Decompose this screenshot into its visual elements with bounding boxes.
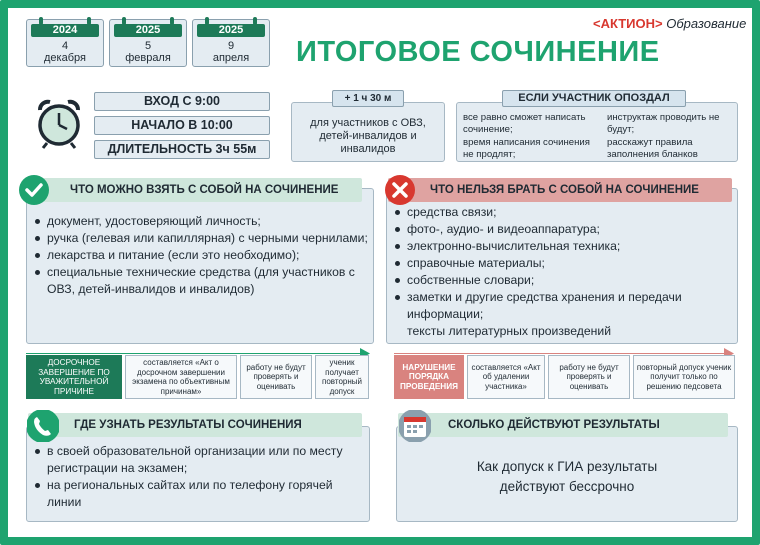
date-month: февраля xyxy=(125,52,171,64)
extra-time-box xyxy=(291,102,445,162)
forbidden-head: ЧТО НЕЛЬЗЯ БРАТЬ С СОБОЙ НА СОЧИНЕНИЕ xyxy=(388,178,732,202)
list-item: справочные материалы; xyxy=(393,255,735,272)
list-item: лекарства и питание (если это необходимо); xyxy=(33,247,369,264)
flow-step: НАРУШЕНИЕ ПОРЯДКА ПРОВЕДЕНИЯ xyxy=(394,355,464,399)
forbidden-list xyxy=(393,204,735,340)
late-note: время написания сочинения не продлят; xyxy=(463,137,590,160)
date-card-1 xyxy=(26,19,104,67)
list-item: электронно-вычислительная техника; xyxy=(393,238,735,255)
date-year: 2025 xyxy=(114,24,182,37)
allowed-panel xyxy=(26,188,374,344)
date-card-2 xyxy=(109,19,187,67)
alarm-clock-icon xyxy=(32,96,86,150)
list-item: тексты литературных произведений xyxy=(407,324,612,338)
date-year: 2024 xyxy=(31,24,99,37)
results-head: ГДЕ УЗНАТЬ РЕЗУЛЬТАТЫ СОЧИНЕНИЯ xyxy=(28,413,362,437)
entry-time: ВХОД С 9:00 xyxy=(94,92,270,111)
date-month: декабря xyxy=(44,52,86,64)
late-note: расскажут правила заполнения бланков xyxy=(607,137,698,160)
late-note: инструктаж проводить не будут; xyxy=(607,112,720,135)
list-item: ручка (гелевая или капиллярная) с черными чернилами; xyxy=(33,230,369,247)
date-day: 4 xyxy=(61,40,69,52)
duration: ДЛИТЕЛЬНОСТЬ 3ч 55м xyxy=(94,140,270,159)
flow-step: составляется «Акт об удалении участника» xyxy=(467,355,545,399)
results-panel xyxy=(26,426,370,522)
date-month: апреля xyxy=(212,52,250,64)
validity-line: Как допуск к ГИА результаты xyxy=(476,459,658,474)
date-card-3 xyxy=(192,19,270,67)
date-day: 9 xyxy=(227,40,235,52)
flow-step: ученик получает повторный допуск xyxy=(315,355,369,399)
extra-time-tag: + 1 ч 30 м xyxy=(332,90,404,107)
checkmark-icon xyxy=(18,174,50,206)
list-item: средства связи; xyxy=(393,204,735,221)
list-item: на региональных сайтах или по телефону горячей линии xyxy=(33,477,365,511)
list-item: в своей образовательной организации или по месту регистрации на экзамен; xyxy=(33,443,365,477)
phone-icon xyxy=(26,409,60,443)
late-box xyxy=(456,102,738,162)
validity-head: СКОЛЬКО ДЕЙСТВУЮТ РЕЗУЛЬТАТЫ xyxy=(398,413,728,437)
page-title: ИТОГОВОЕ СОЧИНЕНИЕ xyxy=(296,36,660,68)
brand-suffix: Образование xyxy=(666,16,747,31)
list-item: заметки и другие средства хранения и передачи информации; xyxy=(393,289,735,323)
list-item: специальные технические средства (для участников с ОВЗ, детей-инвалидов и инвалидов) xyxy=(33,264,369,298)
validity-panel xyxy=(396,426,738,522)
results-list xyxy=(33,443,365,511)
flow-step: работу не будут проверять и оценивать xyxy=(548,355,630,399)
list-item: документ, удостоверяющий личность; xyxy=(33,213,369,230)
flow-step: составляется «Акт о досрочном завершении экзамена по объективным причинам» xyxy=(125,355,237,399)
calendar-icon xyxy=(398,409,432,443)
list-item: собственные словари; xyxy=(393,272,735,289)
forbidden-panel xyxy=(386,188,738,344)
flow-step: ДОСРОЧНОЕ ЗАВЕРШЕНИЕ ПО УВАЖИТЕЛЬНОЙ ПРИЧИНЕ xyxy=(26,355,122,399)
date-day: 5 xyxy=(144,40,152,52)
late-head: ЕСЛИ УЧАСТНИК ОПОЗДАЛ xyxy=(502,90,686,107)
late-note: все равно сможет написать сочинение; xyxy=(463,112,586,135)
brand-name: <АКТИОН> xyxy=(593,16,663,31)
flow-step: повторный допуск ученик получит только по решению педсовета xyxy=(633,355,735,399)
cross-icon xyxy=(384,174,416,206)
date-year: 2025 xyxy=(197,24,265,37)
extra-time-text: для участников с ОВЗ, детей-инвалидов и инвалидов xyxy=(310,117,426,155)
allowed-head: ЧТО МОЖНО ВЗЯТЬ С СОБОЙ НА СОЧИНЕНИЕ xyxy=(28,178,362,202)
flow-step: работу не будут проверять и оценивать xyxy=(240,355,312,399)
allowed-list xyxy=(33,213,369,298)
brand-logo xyxy=(593,16,746,31)
list-item: фото-, аудио- и видеоаппаратура; xyxy=(393,221,735,238)
validity-line: действуют бессрочно xyxy=(499,479,635,494)
start-time: НАЧАЛО В 10:00 xyxy=(94,116,270,135)
